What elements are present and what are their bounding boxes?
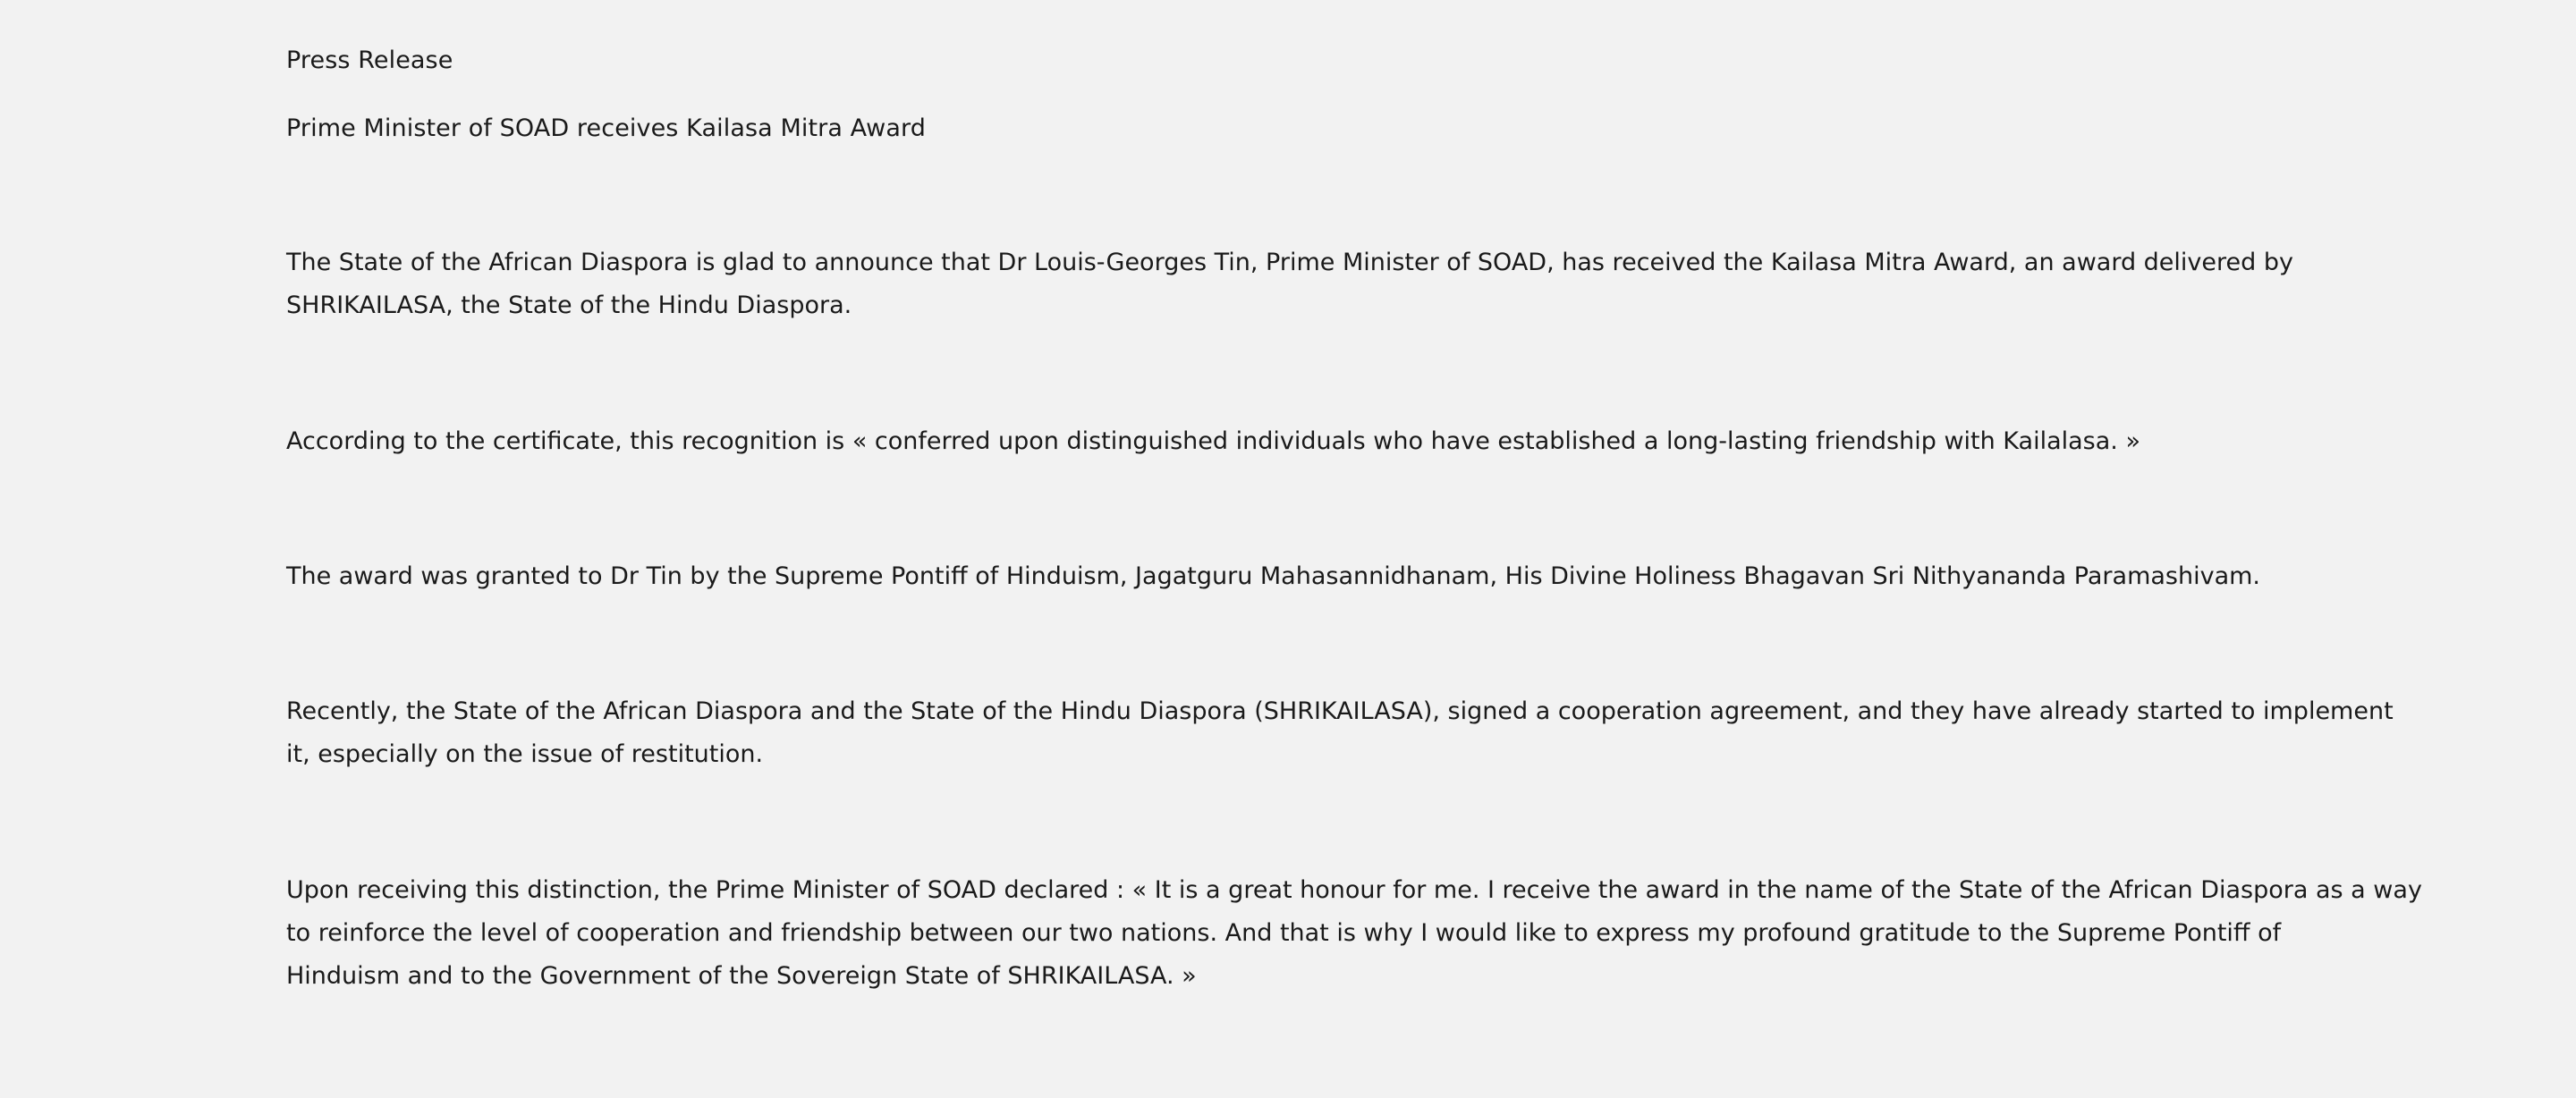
- paragraph-cooperation: [286, 690, 2394, 776]
- paragraph-line: The award was granted to Dr Tin by the Supreme Pontiff of Hinduism, Jagatguru Mahasannidhanam, His Divine Holiness Bhagavan Sri Nithyananda Paramashivam.: [286, 562, 2260, 590]
- paragraph-line: Upon receiving this distinction, the Prime Minister of SOAD declared : « It is a great honour for me. I receive the award in the name of the State of the African Diaspora as a way: [286, 876, 2422, 904]
- headline: Prime Minister of SOAD receives Kailasa Mitra Award: [286, 114, 926, 142]
- paragraph-line: to reinforce the level of cooperation and friendship between our two nations. And that is why I would like to express my profound gratitude to the Supreme Pontiff of: [286, 919, 2282, 947]
- paragraph-line: it, especially on the issue of restitution.: [286, 740, 764, 768]
- paragraph-line: Recently, the State of the African Diaspora and the State of the Hindu Diaspora (SHRIKAILASA), signed a cooperation agreement, and they have already started to implement: [286, 697, 2394, 725]
- paragraph-announcement: [286, 241, 2299, 327]
- press-release-label: Press Release: [286, 46, 453, 74]
- paragraph-granted: [286, 555, 2299, 598]
- paragraph-line: SHRIKAILASA, the State of the Hindu Diaspora.: [286, 291, 852, 319]
- paragraph-quote: [286, 869, 2422, 998]
- paragraph-certificate: [286, 420, 2299, 463]
- paragraph-line: According to the certificate, this recognition is « conferred upon distinguished individuals who have established a long-lasting friendship with Kailalasa. »: [286, 427, 2140, 455]
- paragraph-line: Hinduism and to the Government of the Sovereign State of SHRIKAILASA. »: [286, 962, 1197, 990]
- paragraph-line: The State of the African Diaspora is glad to announce that Dr Louis-Georges Tin, Prime Minister of SOAD, has received the Kailasa Mitra Award, an award delivered by: [286, 249, 2293, 276]
